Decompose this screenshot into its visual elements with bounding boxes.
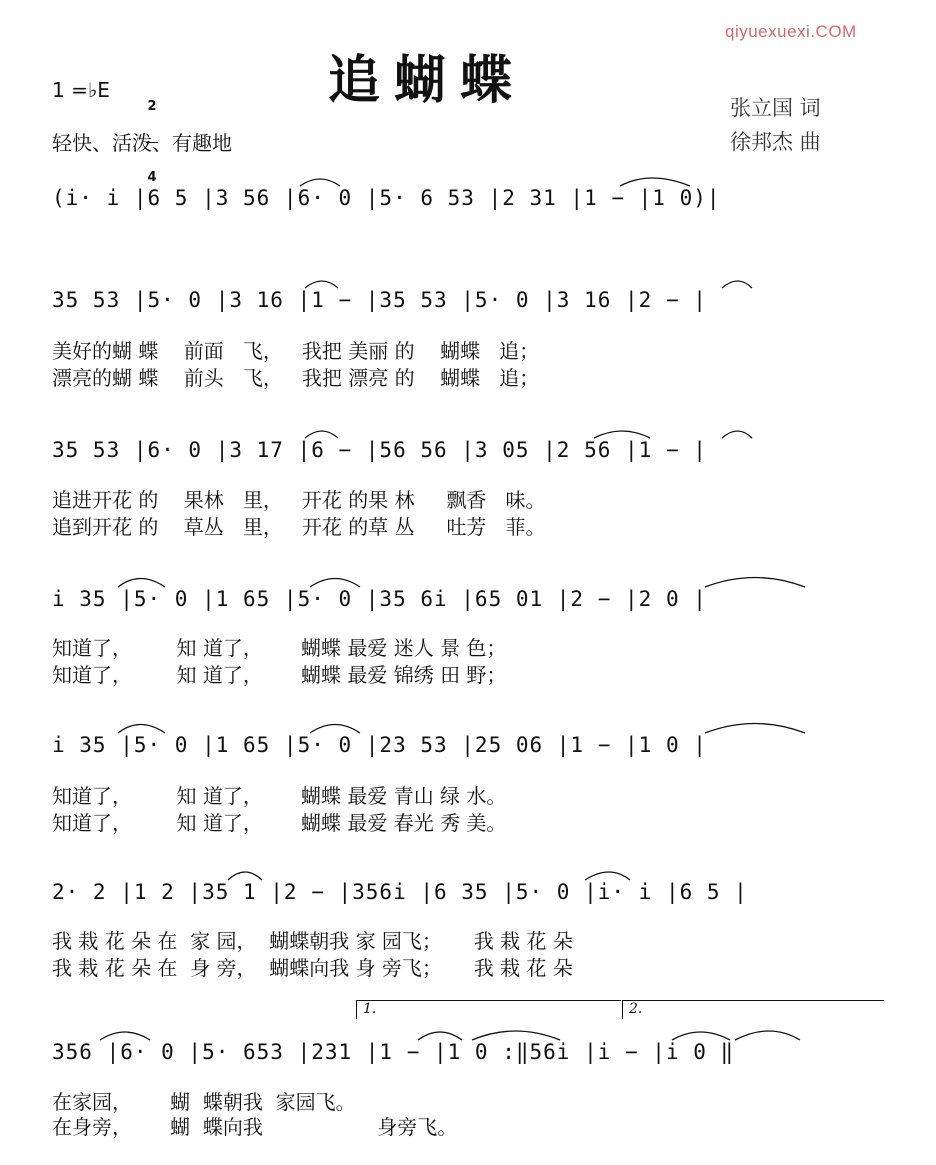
slur-mark [722, 281, 752, 288]
composer-credit: 徐邦杰 曲 [730, 130, 821, 154]
tempo-marking: 轻快、活泼、有趣地 [52, 131, 232, 155]
slur-mark [118, 579, 165, 588]
lyric-line-2-verse-1: 美好的蝴 蝶 前面 飞， 我把 美丽 的 蝴蝶 追； [52, 339, 540, 363]
volta-second-ending: 2. [622, 1000, 884, 1019]
lyric-line-7-verse-1: 在家园， 蝴 蝶朝我 家园飞。 [52, 1090, 356, 1114]
slur-mark [100, 1032, 150, 1040]
slur-mark [735, 1031, 800, 1040]
lyricist-credit: 张立国 词 [730, 96, 821, 120]
slur-mark [305, 431, 338, 438]
slur-mark [310, 725, 360, 734]
notation-line-2: 35 53 |5· 0 |3 16 |1 − |35 53 |5· 0 |3 16 |2 − | [52, 288, 707, 312]
lyric-line-2-verse-2: 漂亮的蝴 蝶 前头 飞， 我把 漂亮 的 蝴蝶 追； [52, 366, 540, 390]
slur-mark [472, 1031, 560, 1040]
slur-mark [118, 725, 165, 734]
notation-line-5: i 35 |5· 0 |1 65 |5· 0 |23 53 |25 06 |1 − |1 0 | [52, 733, 707, 757]
slur-mark [672, 1032, 730, 1040]
slur-mark [228, 872, 262, 880]
slur-mark [705, 724, 805, 734]
lyric-line-5-verse-1: 知道了， 知 道了， 蝴蝶 最爱 青山 绿 水。 [52, 784, 507, 808]
notation-line-3: 35 53 |6· 0 |3 17 |6 − |56 56 |3 05 |2 56 |1 − | [52, 438, 707, 462]
slur-mark [722, 431, 752, 438]
slur-mark [305, 281, 338, 288]
lyric-line-4-verse-2: 知道了， 知 道了， 蝴蝶 最爱 锦绣 田 野； [52, 663, 507, 687]
slur-mark [585, 872, 630, 880]
lyric-line-3-verse-1: 追进开花 的 果林 里， 开花 的果 林 飘香 味。 [52, 488, 546, 512]
notation-line-6: 2· 2 |1 2 |35 1 |2 − |356i |6 35 |5· 0 |i· i |6 5 | [52, 880, 748, 904]
slur-mark [620, 178, 690, 186]
lyric-line-7-verse-2: 在身旁， 蝴 蝶向我 身旁飞。 [52, 1115, 458, 1139]
notation-line-1: (i· i |6 5 |3 56 |6· 0 |5· 6 53 |2 31 |1 − |1 0)| [52, 186, 721, 210]
lyric-line-6-verse-2: 我 栽 花 朵 在 身 旁， 蝴蝶向我 身 旁飞； 我 栽 花 朵 [52, 956, 573, 980]
lyric-line-3-verse-2: 追到开花 的 草丛 里， 开花 的草 丛 吐芳 菲。 [52, 515, 546, 539]
slur-mark [594, 431, 650, 438]
watermark-text: qiyuexuexi.COM [725, 22, 857, 41]
meter-denominator: 4 [147, 170, 157, 185]
slur-mark [418, 1032, 462, 1040]
lyric-line-6-verse-1: 我 栽 花 朵 在 家 园， 蝴蝶朝我 家 园飞； 我 栽 花 朵 [52, 929, 573, 953]
slur-mark [300, 179, 340, 186]
song-title: 追蝴蝶 [328, 51, 527, 111]
slur-mark [310, 579, 360, 588]
volta-first-ending: 1. [356, 1000, 621, 1019]
lyric-line-4-verse-1: 知道了， 知 道了， 蝴蝶 最爱 迷人 景 色； [52, 636, 507, 660]
notation-line-4: i 35 |5· 0 |1 65 |5· 0 |35 6i |65 01 |2 − |2 0 | [52, 587, 707, 611]
meter-numerator: 2 [147, 99, 157, 114]
lyric-line-5-verse-2: 知道了， 知 道了， 蝴蝶 最爱 春光 秀 美。 [52, 811, 507, 835]
key-signature: 1 =♭E [52, 78, 110, 102]
slur-mark [705, 578, 805, 588]
notation-line-7: 356 |6· 0 |5· 653 |231 |1 − |1 0 :‖56i |i − |i 0 ‖ [52, 1040, 735, 1064]
